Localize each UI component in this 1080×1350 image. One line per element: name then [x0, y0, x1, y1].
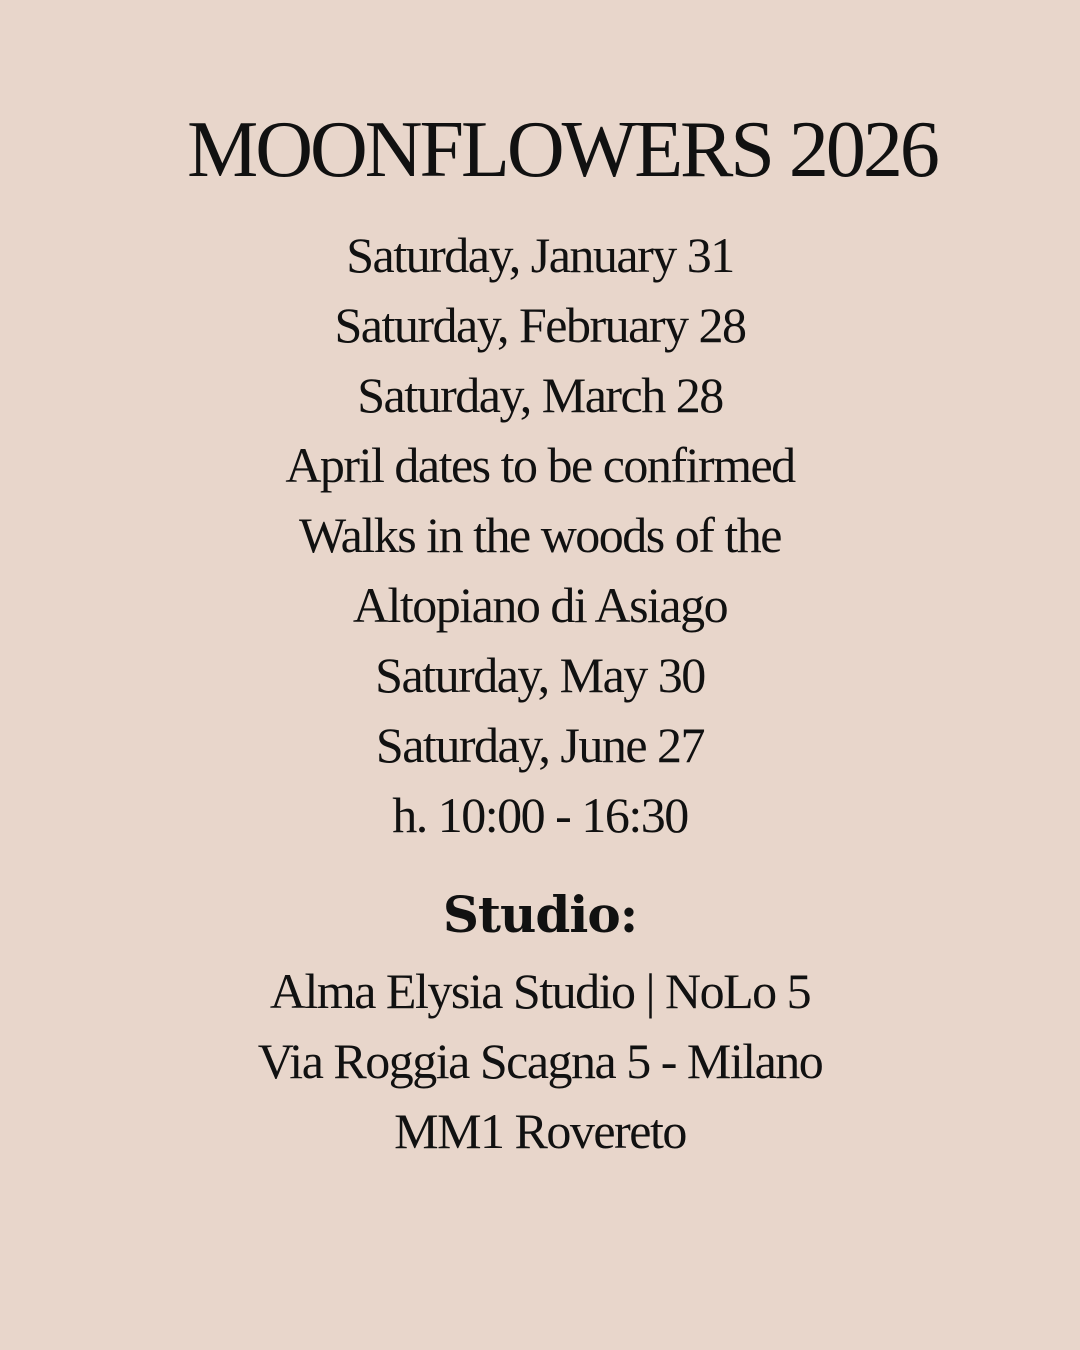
schedule-april-note: April dates to be confirmed — [285, 437, 795, 493]
schedule-date-june: Saturday, June 27 — [375, 717, 705, 773]
schedule-walks-note: Walks in the woods of the — [298, 507, 781, 563]
schedule-date-january: Saturday, January 31 — [346, 227, 734, 283]
studio-name: Alma Elysia Studio | NoLo 5 — [269, 963, 811, 1019]
schedule-list — [0, 220, 1080, 850]
studio-address — [0, 956, 1080, 1166]
schedule-date-march: Saturday, March 28 — [357, 367, 723, 423]
studio-street: Via Roggia Scagna 5 - Milano — [257, 1033, 823, 1089]
studio-metro: MM1 Rovereto — [394, 1103, 686, 1159]
schedule-date-may: Saturday, May 30 — [375, 647, 705, 703]
studio-heading: Studio: — [442, 885, 638, 944]
poster-title: MOONFLOWERS 2026 — [187, 106, 937, 194]
schedule-hours: h. 10:00 - 16:30 — [392, 787, 688, 843]
schedule-date-february: Saturday, February 28 — [334, 297, 746, 353]
schedule-location-note: Altopiano di Asiago — [352, 577, 728, 633]
